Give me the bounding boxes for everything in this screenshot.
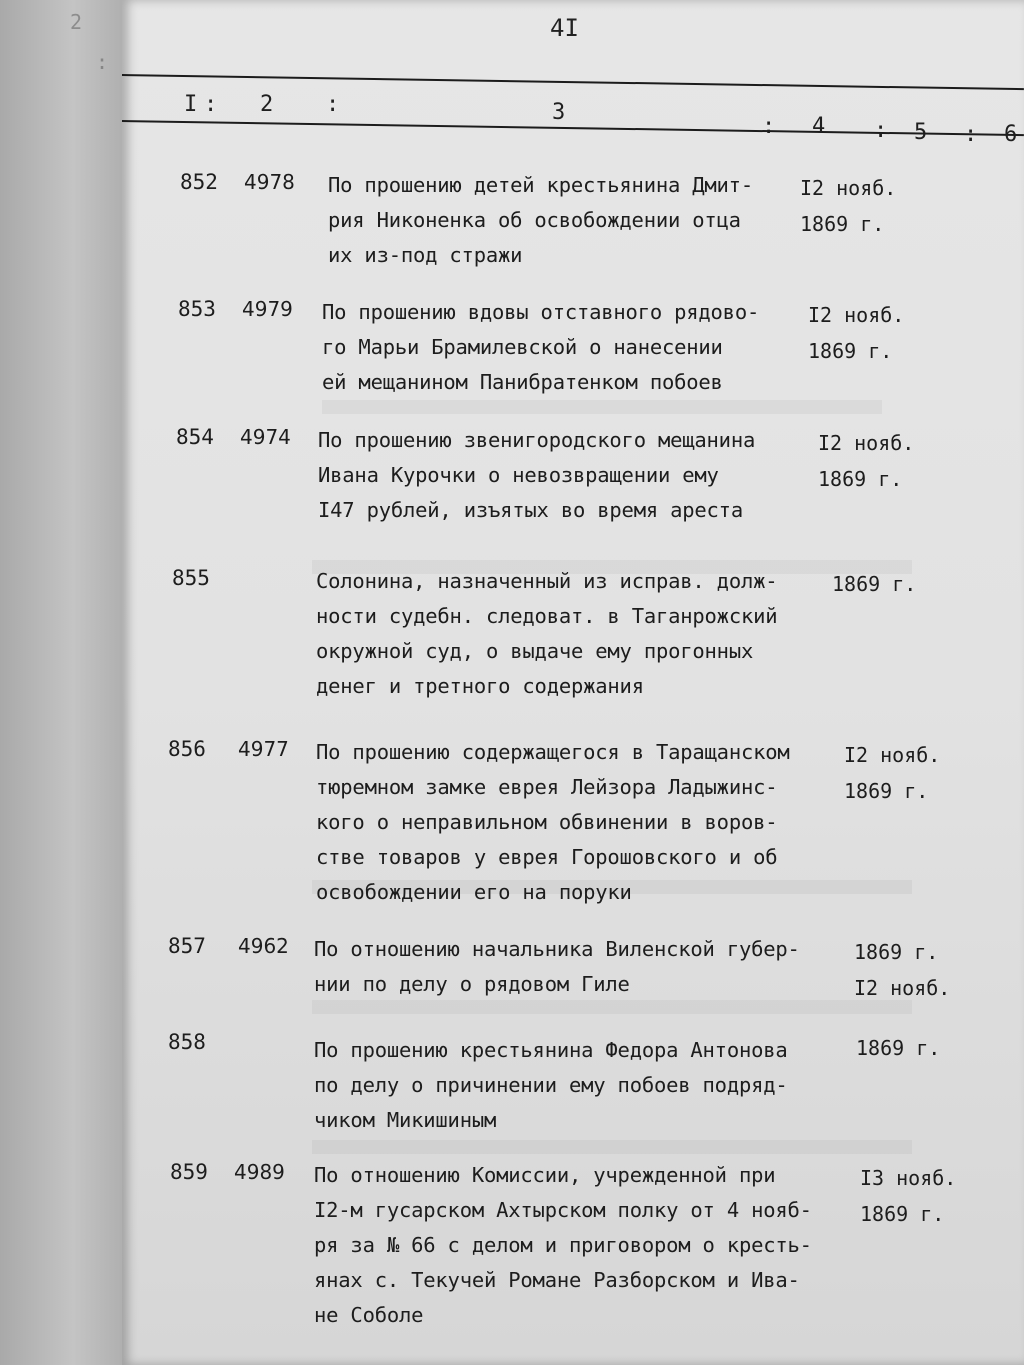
entry-description: Солонина, назначенный из исправ. долж- ности судебн. следоват. в Таганрожский окружной суд, о выдаче ему прогонных денег и третного содержания — [316, 569, 778, 698]
column-header-3: 3 — [552, 100, 566, 125]
entry-number: 859 — [170, 1160, 208, 1184]
column-header-5: 5 — [914, 120, 928, 145]
column-separator: : — [204, 92, 218, 117]
column-header-1: I — [184, 92, 198, 117]
entry-code: 4979 — [242, 297, 293, 321]
entry-description: По прошению звенигородского мещанина Ивана Курочки о невозвращении ему I47 рублей, изъятых во время ареста — [318, 428, 756, 522]
document-page — [122, 0, 1024, 1365]
entry-number: 856 — [168, 737, 206, 761]
entry-number: 857 — [168, 934, 206, 958]
entry-code: 4977 — [238, 737, 289, 761]
column-separator: : — [762, 114, 776, 139]
entry-number: 854 — [176, 425, 214, 449]
entry-date: I2 нояб. 1869 г. — [844, 743, 941, 803]
column-separator: : — [326, 92, 340, 117]
entry-description: По отношению начальника Виленской губер- нии по делу о рядовом Гиле — [314, 937, 800, 996]
entry-code: 4974 — [240, 425, 291, 449]
entry-description: По отношению Комиссии, учрежденной при I2-м гусарском Ахтырском полку от 4 нояб- ря за № 66 с делом и приговором о кресть- янах с. Текучей Романе Разборском и Ива- не Соболе — [314, 1163, 812, 1327]
bleed-through — [312, 1000, 912, 1014]
entry-description: По прошению содержащегося в Таращанском тюремном замке еврея Лейзора Ладыжинс- кого о неправильном обвинении в воров- стве товаров у еврея Горошовского и об освобождении его на поруки — [316, 740, 790, 904]
entry-number: 858 — [168, 1030, 206, 1054]
entry-date: 1869 г. — [856, 1036, 941, 1060]
entry-date: 1869 г. I2 нояб. — [854, 940, 951, 1000]
previous-page-edge — [0, 0, 122, 1365]
entry-description: По прошению крестьянина Федора Антонова по делу о причинении ему побоев подряд- чиком Микишиным — [314, 1038, 788, 1132]
entry-date: I3 нояб. 1869 г. — [860, 1166, 957, 1226]
header-rule-bottom — [122, 120, 1024, 136]
entry-code: 4962 — [238, 934, 289, 958]
entry-number: 852 — [180, 170, 218, 194]
entry-number: 855 — [172, 566, 210, 590]
column-separator: : — [964, 122, 978, 147]
header-rule-top — [122, 74, 1024, 90]
column-header-2: 2 — [260, 92, 274, 117]
entry-date: I2 нояб. 1869 г. — [800, 176, 897, 236]
column-header-6: 6 — [1004, 122, 1018, 147]
entry-number: 853 — [178, 297, 216, 321]
entry-code: 4978 — [244, 170, 295, 194]
bleed-through — [322, 400, 882, 414]
entry-date: I2 нояб. 1869 г. — [808, 303, 905, 363]
bleed-through — [312, 1140, 912, 1154]
entry-description: По прошению детей крестьянина Дмит- рия Никоненка об освобождении отца их из-под стражи — [328, 173, 753, 267]
margin-mark: 2 — [70, 10, 83, 34]
entry-description: По прошению вдовы отставного рядово- го Марьи Брамилевской о нанесении ей мещанином Панибратенком побоев — [322, 300, 760, 394]
margin-mark: : — [96, 50, 109, 74]
entry-date: I2 нояб. 1869 г. — [818, 431, 915, 491]
page-number: 4I — [550, 14, 579, 42]
column-separator: : — [874, 118, 888, 143]
column-header-4: 4 — [812, 114, 826, 139]
entry-date: 1869 г. — [832, 572, 917, 596]
entry-code: 4989 — [234, 1160, 285, 1184]
